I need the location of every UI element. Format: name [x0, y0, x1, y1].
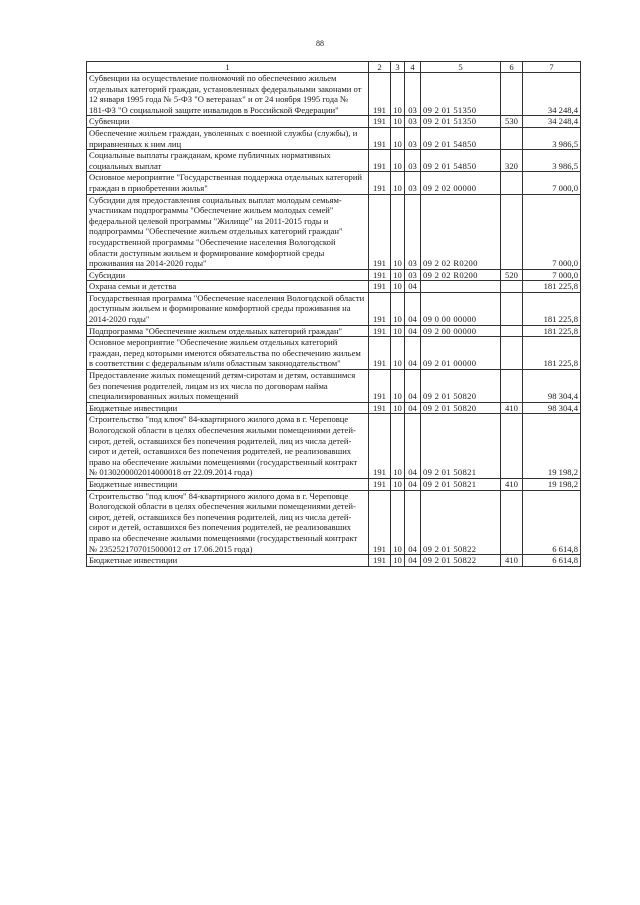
row-expense-type: 410 — [501, 402, 523, 414]
row-expense-type — [501, 172, 523, 194]
row-ministry-code: 191 — [369, 127, 391, 149]
row-amount: 181 225,8 — [523, 292, 581, 325]
col-header-5: 5 — [421, 62, 501, 73]
row-name: Субсидии — [87, 269, 369, 281]
row-subsection: 04 — [405, 281, 421, 293]
row-amount: 19 198,2 — [523, 478, 581, 490]
row-subsection: 03 — [405, 73, 421, 116]
row-section: 10 — [391, 370, 405, 403]
row-section: 10 — [391, 150, 405, 172]
row-name: Основное мероприятие "Обеспечение жильем отдельных категорий граждан, перед которыми имеются обязательства по обеспечению жильем в соответствии с федеральным и/или областным законодательством" — [87, 337, 369, 370]
row-subsection: 04 — [405, 370, 421, 403]
row-ministry-code: 191 — [369, 281, 391, 293]
row-ministry-code: 191 — [369, 172, 391, 194]
row-target-article — [421, 281, 501, 293]
row-ministry-code: 191 — [369, 73, 391, 116]
row-name: Охрана семьи и детства — [87, 281, 369, 293]
row-expense-type — [501, 337, 523, 370]
row-target-article: 09 2 01 00000 — [421, 337, 501, 370]
row-ministry-code: 191 — [369, 325, 391, 337]
row-expense-type: 320 — [501, 150, 523, 172]
row-amount: 181 225,8 — [523, 337, 581, 370]
row-expense-type: 520 — [501, 269, 523, 281]
row-amount: 98 304,4 — [523, 402, 581, 414]
row-expense-type — [501, 127, 523, 149]
row-target-article: 09 2 01 50820 — [421, 402, 501, 414]
row-section: 10 — [391, 73, 405, 116]
table-row — [87, 292, 581, 325]
row-name: Субвенции на осуществление полномочий по обеспечению жильем отдельных категорий граждан, установленных федеральными законами от 12 января 1995 года № 5-ФЗ "О ветеранах" и от 24 ноября 1995 года № 181-ФЗ "О социальной защите инвалидов в Российской Федерации" — [87, 73, 369, 116]
table-row — [87, 414, 581, 479]
row-target-article: 09 2 02 R0200 — [421, 194, 501, 269]
row-name: Субсидии для предоставления социальных выплат молодым семьям-участникам подпрограммы "Обеспечение жильем молодых семей" федеральной целевой программы "Жилище" на 2011-2015 годы и подпрограммы "Обеспечение жильем отдельных категорий граждан" государственной программы "Обеспечение населения Вологодской области доступным жильем и формирование комфортной среды проживания на 2014-2020 годы" — [87, 194, 369, 269]
row-ministry-code: 191 — [369, 116, 391, 128]
table-row — [87, 127, 581, 149]
row-subsection: 03 — [405, 194, 421, 269]
row-name: Бюджетные инвестиции — [87, 555, 369, 567]
row-amount: 98 304,4 — [523, 370, 581, 403]
row-name: Бюджетные инвестиции — [87, 402, 369, 414]
row-ministry-code: 191 — [369, 150, 391, 172]
row-target-article: 09 2 01 50821 — [421, 414, 501, 479]
row-subsection: 03 — [405, 127, 421, 149]
row-target-article: 09 0 00 00000 — [421, 292, 501, 325]
row-ministry-code: 191 — [369, 194, 391, 269]
row-subsection: 04 — [405, 325, 421, 337]
table-row — [87, 402, 581, 414]
row-ministry-code: 191 — [369, 269, 391, 281]
row-expense-type — [501, 325, 523, 337]
row-section: 10 — [391, 172, 405, 194]
row-subsection: 04 — [405, 555, 421, 567]
row-name: Социальные выплаты гражданам, кроме публичных нормативных социальных выплат — [87, 150, 369, 172]
row-target-article: 09 2 02 00000 — [421, 172, 501, 194]
row-section: 10 — [391, 402, 405, 414]
row-target-article: 09 2 01 51350 — [421, 73, 501, 116]
table-row — [87, 370, 581, 403]
row-ministry-code: 191 — [369, 490, 391, 555]
row-target-article: 09 2 01 50822 — [421, 490, 501, 555]
row-expense-type — [501, 73, 523, 116]
row-section: 10 — [391, 194, 405, 269]
row-ministry-code: 191 — [369, 478, 391, 490]
row-amount: 7 000,0 — [523, 194, 581, 269]
row-amount: 34 248,4 — [523, 73, 581, 116]
row-amount: 3 986,5 — [523, 127, 581, 149]
row-section: 10 — [391, 281, 405, 293]
row-ministry-code: 191 — [369, 337, 391, 370]
row-name: Субвенции — [87, 116, 369, 128]
row-amount: 6 614,8 — [523, 490, 581, 555]
row-section: 10 — [391, 116, 405, 128]
row-ministry-code: 191 — [369, 402, 391, 414]
row-target-article: 09 2 01 51350 — [421, 116, 501, 128]
row-expense-type — [501, 490, 523, 555]
header-row — [87, 62, 581, 73]
row-name: Государственная программа "Обеспечение населения Вологодской области доступным жильем и формирование комфортной среды проживания на 2014-2020 годы" — [87, 292, 369, 325]
table-row — [87, 150, 581, 172]
col-header-4: 4 — [405, 62, 421, 73]
row-amount: 7 000,0 — [523, 269, 581, 281]
row-subsection: 04 — [405, 414, 421, 479]
row-name: Подпрограмма "Обеспечение жильем отдельных категорий граждан" — [87, 325, 369, 337]
page-number: 88 — [316, 39, 324, 48]
table-row — [87, 281, 581, 293]
row-subsection: 03 — [405, 150, 421, 172]
row-section: 10 — [391, 414, 405, 479]
row-subsection: 04 — [405, 402, 421, 414]
row-name: Строительство "под ключ" 84-квартирного жилого дома в г. Череповце Вологодской области в целях обеспечения жилыми помещениями детей-сирот, детей, оставшихся без попечения родителей, лиц из числа детей-сирот и детей, оставшихся без попечения родителей, не реализовавших право на обеспечение жилыми помещениями (государственный контракт № 0130200002014000018 от 22.09.2014 года) — [87, 414, 369, 479]
row-amount: 6 614,8 — [523, 555, 581, 567]
row-section: 10 — [391, 127, 405, 149]
row-target-article: 09 2 01 50820 — [421, 370, 501, 403]
row-subsection: 04 — [405, 490, 421, 555]
row-ministry-code: 191 — [369, 370, 391, 403]
row-target-article: 09 2 00 00000 — [421, 325, 501, 337]
row-section: 10 — [391, 292, 405, 325]
row-expense-type: 530 — [501, 116, 523, 128]
row-amount: 19 198,2 — [523, 414, 581, 479]
table-row — [87, 172, 581, 194]
row-target-article: 09 2 01 54850 — [421, 150, 501, 172]
table-row — [87, 555, 581, 567]
table-row — [87, 325, 581, 337]
row-ministry-code: 191 — [369, 292, 391, 325]
row-amount: 181 225,8 — [523, 281, 581, 293]
row-expense-type: 410 — [501, 555, 523, 567]
row-ministry-code: 191 — [369, 414, 391, 479]
row-target-article: 09 2 02 R0200 — [421, 269, 501, 281]
row-section: 10 — [391, 478, 405, 490]
table-row — [87, 337, 581, 370]
table-row — [87, 478, 581, 490]
table-row — [87, 269, 581, 281]
row-target-article: 09 2 01 50821 — [421, 478, 501, 490]
row-name: Обеспечение жильем граждан, уволенных с военной службы (службы), и приравненных к ним лиц — [87, 127, 369, 149]
row-name: Предоставление жилых помещений детям-сиротам и детям, оставшимся без попечения родителей, лицам из их числа по договорам найма специализированных жилых помещений — [87, 370, 369, 403]
row-amount: 181 225,8 — [523, 325, 581, 337]
col-header-2: 2 — [369, 62, 391, 73]
row-name: Основное мероприятие "Государственная поддержка отдельных категорий граждан в приобретении жилья" — [87, 172, 369, 194]
row-expense-type — [501, 281, 523, 293]
row-subsection: 03 — [405, 172, 421, 194]
row-subsection: 04 — [405, 337, 421, 370]
row-ministry-code: 191 — [369, 555, 391, 567]
row-name: Строительство "под ключ" 84-квартирного жилого дома в г. Череповце Вологодской области в целях обеспечения жилыми помещениями детей-сирот, детей, оставшихся без попечения родителей, лиц из числа детей-сирот и детей, оставшихся без попечения родителей, не реализовавших право на обеспечение жилыми помещениями (государственный контракт № 2352521707015000012 от 17.06.2015 года) — [87, 490, 369, 555]
row-amount: 7 000,0 — [523, 172, 581, 194]
col-header-1: 1 — [87, 62, 369, 73]
row-subsection: 03 — [405, 269, 421, 281]
row-target-article: 09 2 01 50822 — [421, 555, 501, 567]
budget-table — [86, 61, 581, 567]
row-subsection: 04 — [405, 478, 421, 490]
row-subsection: 04 — [405, 292, 421, 325]
row-section: 10 — [391, 325, 405, 337]
row-subsection: 03 — [405, 116, 421, 128]
table-row — [87, 116, 581, 128]
row-amount: 34 248,4 — [523, 116, 581, 128]
row-target-article: 09 2 01 54850 — [421, 127, 501, 149]
col-header-6: 6 — [501, 62, 523, 73]
row-section: 10 — [391, 490, 405, 555]
row-expense-type — [501, 292, 523, 325]
col-header-7: 7 — [523, 62, 581, 73]
row-section: 10 — [391, 555, 405, 567]
row-section: 10 — [391, 269, 405, 281]
row-amount: 3 986,5 — [523, 150, 581, 172]
row-expense-type — [501, 414, 523, 479]
table-row — [87, 490, 581, 555]
row-section: 10 — [391, 337, 405, 370]
row-expense-type — [501, 194, 523, 269]
row-expense-type: 410 — [501, 478, 523, 490]
table-row — [87, 73, 581, 116]
table-row — [87, 194, 581, 269]
row-name: Бюджетные инвестиции — [87, 478, 369, 490]
col-header-3: 3 — [391, 62, 405, 73]
row-expense-type — [501, 370, 523, 403]
